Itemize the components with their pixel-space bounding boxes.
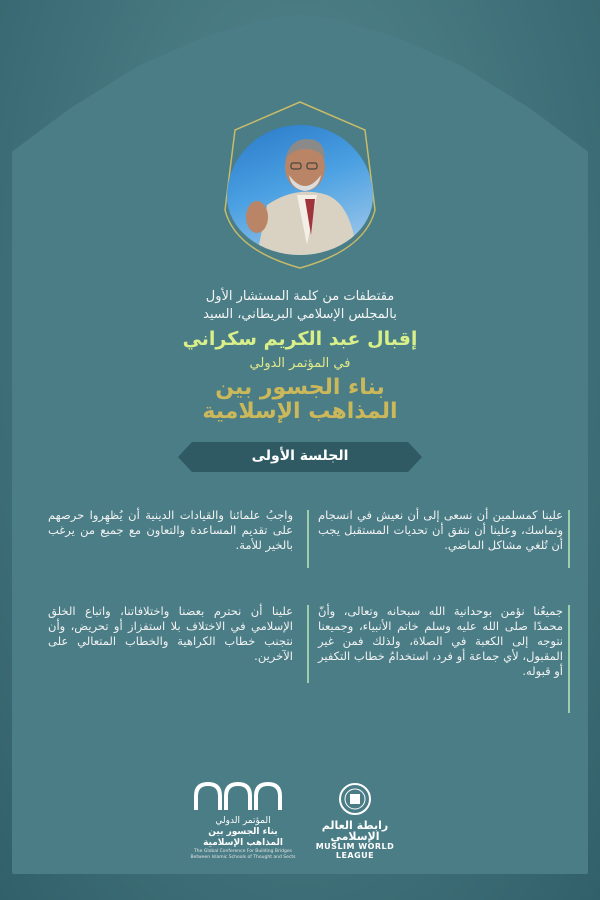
conference-logo-english: The Global Conference For Building Bridges Between Islamic Schools of Thought and Sects <box>190 849 296 860</box>
speaker-photo <box>227 125 373 255</box>
conference-prefix: في المؤتمر الدولي <box>249 356 351 371</box>
quote-2: واجبُ علمائنا والقيادات الدينية أن يُظهِروا حرصهم على تقديم المساعدة والتعاون مع جميع من يرغب بالخير للأمة. <box>48 508 293 552</box>
conference-title-line-2: المذاهب الإسلامية <box>202 399 398 424</box>
conference-title <box>40 376 560 424</box>
conference-title-line-1: بناء الجسور بين <box>215 375 385 400</box>
session-badge <box>178 442 422 472</box>
quote-bar <box>568 510 570 568</box>
mwl-logo <box>300 782 410 860</box>
quote-1: علينا كمسلمين أن نسعى إلى أن نعيش في انسجام وتماسك، وعلينا أن نتفق أن تحديات المستقبل يجب أن تُلغي مشاكل الماضي. <box>318 508 563 552</box>
speaker-name: إقبال عبد الكريم سكراني <box>182 328 418 350</box>
intro-line-2: بالمجلس الإسلامي البريطاني، السيد <box>203 307 397 322</box>
intro-text <box>60 288 540 324</box>
mwl-english-name: MUSLIM WORLD LEAGUE <box>315 842 395 860</box>
conference-logo-line-1: المؤتمر الدولي <box>215 816 271 826</box>
quote-bar <box>307 510 309 568</box>
session-label: الجلسة الأولى <box>251 448 349 464</box>
quote-bar <box>568 605 570 713</box>
quote-3: جميعُنا نؤمن بوحدانية الله سبحانه وتعالى، وأنّ محمدًا صلى الله عليه وسلم خاتم الأنبياء، وجميعنا نتوجه إلى الكعبة في الصلاة، ولذلك فمن غير المقبول، لأي جماعة أو فرد، استخدامُ خطاب التكفير أو قبوله. <box>318 604 563 678</box>
quote-bar <box>307 605 309 683</box>
speaker-portrait <box>215 100 385 270</box>
quote-4: علينا أن نحترم بعضنا واختلافاتنا، واتباع الخلق الإسلامي في الاختلاف بلا استفزاز أو تحريض، وأن نتجنب خطاب الكراهية والخطاب المتعالي على الآخرين. <box>48 604 293 663</box>
conference-logo-line-2: بناء الجسور بين <box>208 827 278 837</box>
conference-logo-line-3: المذاهب الإسلامية <box>203 838 283 848</box>
mwl-emblem-icon <box>300 782 410 816</box>
intro-line-1: مقتطفات من كلمة المستشار الأول <box>205 289 395 304</box>
arches-logo-icon <box>188 782 298 812</box>
conference-logo <box>188 782 298 861</box>
mwl-arabic-name: رابطة العالم الإسلامي <box>321 819 389 843</box>
